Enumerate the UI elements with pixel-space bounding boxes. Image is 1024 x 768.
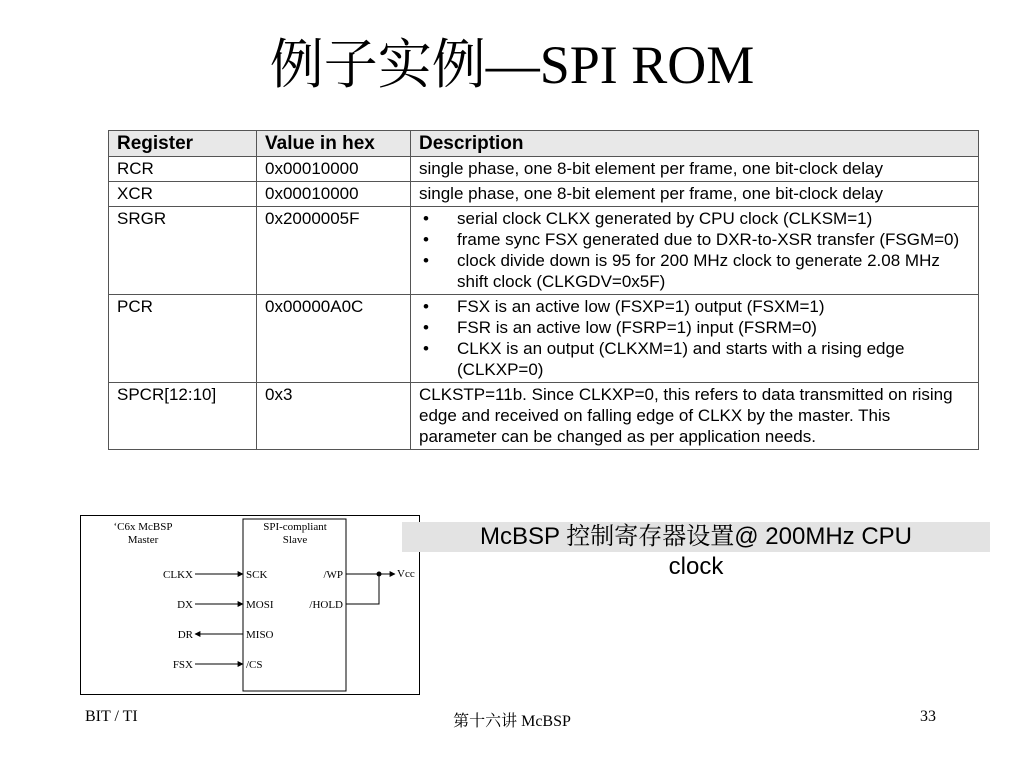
bullet-item: • serial clock CLKX generated by CPU clock (CLKSM=1) bbox=[419, 208, 972, 229]
description-cell: single phase, one 8-bit element per frame, one bit-clock delay bbox=[411, 157, 979, 182]
footer-center: 第十六讲 McBSP bbox=[453, 713, 571, 730]
register-table bbox=[108, 130, 979, 450]
header-description: Description bbox=[411, 131, 979, 157]
value-cell: 0x3 bbox=[257, 383, 411, 450]
caption-line1: McBSP 控制寄存器设置@ 200MHz CPU bbox=[402, 522, 990, 552]
table-row bbox=[109, 383, 979, 450]
description-cell bbox=[411, 207, 979, 295]
master-title-line1: ‘C6x McBSP bbox=[113, 521, 173, 533]
description-cell: single phase, one 8-bit element per frame, one bit-clock delay bbox=[411, 182, 979, 207]
bullet-item: • frame sync FSX generated due to DXR-to-XSR transfer (FSGM=0) bbox=[419, 229, 972, 250]
slave-pin-cs: /CS bbox=[246, 659, 263, 671]
register-cell: XCR bbox=[109, 182, 257, 207]
value-cell: 0x00010000 bbox=[257, 182, 411, 207]
page-number: 33 bbox=[920, 708, 936, 725]
register-cell: SRGR bbox=[109, 207, 257, 295]
master-pin-dx: DX bbox=[177, 599, 193, 611]
slave-title-line2: Slave bbox=[282, 534, 308, 546]
bullet-item: • clock divide down is 95 for 200 MHz clock to generate 2.08 MHz shift clock (CLKGDV=0x5F) bbox=[419, 250, 972, 292]
slave-pin-miso: MISO bbox=[246, 629, 274, 641]
hold-vcc-line bbox=[346, 574, 379, 604]
diagram-svg bbox=[81, 516, 421, 696]
table-row bbox=[109, 207, 979, 295]
description-cell bbox=[411, 295, 979, 383]
value-cell: 0x00010000 bbox=[257, 157, 411, 182]
slide-title: 例子实例—SPI ROM bbox=[269, 35, 755, 95]
table-row bbox=[109, 182, 979, 207]
bullet-item: • FSX is an active low (FSXP=1) output (FSXM=1) bbox=[419, 296, 972, 317]
master-pin-fsx: FSX bbox=[172, 659, 193, 671]
slave-pin-wp: /WP bbox=[323, 569, 343, 581]
vcc-label: Vcc bbox=[397, 568, 415, 580]
register-cell: PCR bbox=[109, 295, 257, 383]
bullet-item: • CLKX is an output (CLKXM=1) and starts with a rising edge (CLKXP=0) bbox=[419, 338, 972, 380]
slave-pin-hold: /HOLD bbox=[309, 599, 343, 611]
slave-pin-sck: SCK bbox=[246, 569, 268, 581]
table-row bbox=[109, 157, 979, 182]
master-pin-dr: DR bbox=[177, 629, 193, 641]
description-cell: CLKSTP=11b. Since CLKXP=0, this refers to data transmitted on rising edge and received on falling edge of CLKX by the master. This parameter can be changed as per application needs. bbox=[411, 383, 979, 450]
register-cell: RCR bbox=[109, 157, 257, 182]
slave-pin-mosi: MOSI bbox=[246, 599, 274, 611]
diagram-caption bbox=[402, 522, 990, 582]
footer-left: BIT / TI bbox=[85, 708, 138, 725]
master-pin-clkx: CLKX bbox=[163, 569, 193, 581]
table-row bbox=[109, 295, 979, 383]
description-bullets bbox=[419, 296, 972, 380]
register-cell: SPCR[12:10] bbox=[109, 383, 257, 450]
value-cell: 0x2000005F bbox=[257, 207, 411, 295]
master-title-line2: Master bbox=[127, 534, 159, 546]
header-value: Value in hex bbox=[257, 131, 411, 157]
value-cell: 0x00000A0C bbox=[257, 295, 411, 383]
caption-line2: clock bbox=[668, 553, 724, 580]
spi-connection-diagram bbox=[80, 515, 420, 695]
header-register: Register bbox=[109, 131, 257, 157]
bullet-item: • FSR is an active low (FSRP=1) input (FSRM=0) bbox=[419, 317, 972, 338]
description-bullets bbox=[419, 208, 972, 292]
slave-title-line1: SPI-compliant bbox=[263, 521, 327, 533]
table-header-row bbox=[109, 131, 979, 157]
